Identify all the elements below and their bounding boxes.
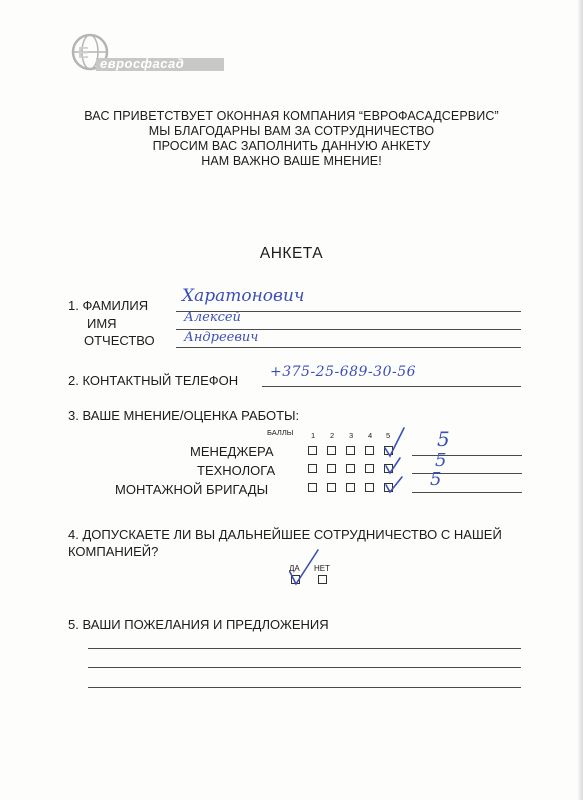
logo-globe-icon — [66, 28, 231, 80]
logo-wordmark: евросфасад — [100, 56, 185, 71]
svg-text:Е: Е — [78, 45, 89, 62]
phone-value[interactable]: +375-25-689-30-56 — [270, 364, 417, 380]
scale-3: 3 — [349, 431, 354, 440]
page-edge-shadow — [577, 0, 583, 800]
header-line-4: НАМ ВАЖНО ВАШЕ МНЕНИЕ! — [201, 154, 382, 168]
rating-technologist-1-checkbox[interactable] — [308, 464, 317, 473]
suggestions-line-3[interactable] — [88, 687, 521, 688]
rating-crew-3-checkbox[interactable] — [346, 483, 355, 492]
scale-label: БАЛЛЫ — [267, 428, 294, 437]
name-label: ИМЯ — [87, 316, 117, 331]
rating-manager-4-checkbox[interactable] — [365, 446, 374, 455]
name-value[interactable]: Алексей — [184, 310, 241, 325]
rating-crew-1-checkbox[interactable] — [308, 483, 317, 492]
rating-technologist-4-checkbox[interactable] — [365, 464, 374, 473]
rating-manager-3-checkbox[interactable] — [346, 446, 355, 455]
rating-crew-4-checkbox[interactable] — [365, 483, 374, 492]
patronymic-label: ОТЧЕСТВО — [84, 333, 155, 348]
rating-label: 3. ВАШЕ МНЕНИЕ/ОЦЕНКА РАБОТЫ: — [68, 408, 300, 423]
rating-technologist-2-checkbox[interactable] — [327, 464, 336, 473]
patronymic-line[interactable] — [176, 347, 521, 348]
phone-line[interactable] — [262, 386, 521, 387]
rating-row-manager-label: МЕНЕДЖЕРА — [190, 444, 274, 459]
rating-crew-line — [412, 492, 522, 493]
yes-label: ДА — [289, 564, 300, 573]
rating-checkmarks-icon — [378, 426, 408, 504]
greeting-header — [0, 109, 583, 169]
rating-technologist-line — [412, 473, 522, 474]
scale-2: 2 — [330, 431, 335, 440]
patronymic-value[interactable]: Андреевич — [184, 330, 259, 345]
header-line-1: ВАС ПРИВЕТСТВУЕТ ОКОННАЯ КОМПАНИЯ “ЕВРОФАСАДСЕРВИС” — [84, 109, 499, 123]
cooperation-question-line2: КОМПАНИЕЙ? — [68, 544, 159, 559]
rating-row-crew-label: МОНТАЖНОЙ БРИГАДЫ — [115, 482, 269, 497]
rating-technologist-score[interactable]: 5 — [435, 450, 447, 471]
yes-checkmark-icon — [286, 548, 322, 588]
scale-5: 5 — [386, 431, 391, 440]
cooperation-question-line1: 4. ДОПУСКАЕТЕ ЛИ ВЫ ДАЛЬНЕЙШЕЕ СОТРУДНИЧЕСТВО С НАШЕЙ — [68, 527, 502, 542]
no-label: НЕТ — [314, 564, 330, 573]
rating-technologist-3-checkbox[interactable] — [346, 464, 355, 473]
header-line-2: МЫ БЛАГОДАРНЫ ВАМ ЗА СОТРУДНИЧЕСТВО — [148, 124, 435, 138]
rating-manager-1-checkbox[interactable] — [308, 446, 317, 455]
surname-label: 1. ФАМИЛИЯ — [68, 298, 149, 313]
suggestions-line-1[interactable] — [88, 648, 521, 649]
phone-label: 2. КОНТАКТНЫЙ ТЕЛЕФОН — [68, 373, 239, 388]
company-logo — [66, 28, 231, 80]
header-line-3: ПРОСИМ ВАС ЗАПОЛНИТЬ ДАННУЮ АНКЕТУ — [152, 139, 431, 153]
rating-crew-2-checkbox[interactable] — [327, 483, 336, 492]
rating-crew-score[interactable]: 5 — [430, 469, 442, 490]
suggestions-line-2[interactable] — [88, 667, 521, 668]
scale-1: 1 — [311, 431, 316, 440]
rating-manager-line — [412, 455, 522, 456]
rating-manager-2-checkbox[interactable] — [327, 446, 336, 455]
rating-row-technologist-label: ТЕХНОЛОГА — [197, 463, 276, 478]
form-title: АНКЕТА — [259, 245, 324, 262]
rating-manager-score[interactable]: 5 — [437, 427, 450, 451]
suggestions-label: 5. ВАШИ ПОЖЕЛАНИЯ И ПРЕДЛОЖЕНИЯ — [68, 617, 329, 632]
scale-4: 4 — [368, 431, 373, 440]
surname-value[interactable]: Харатонович — [182, 286, 305, 306]
